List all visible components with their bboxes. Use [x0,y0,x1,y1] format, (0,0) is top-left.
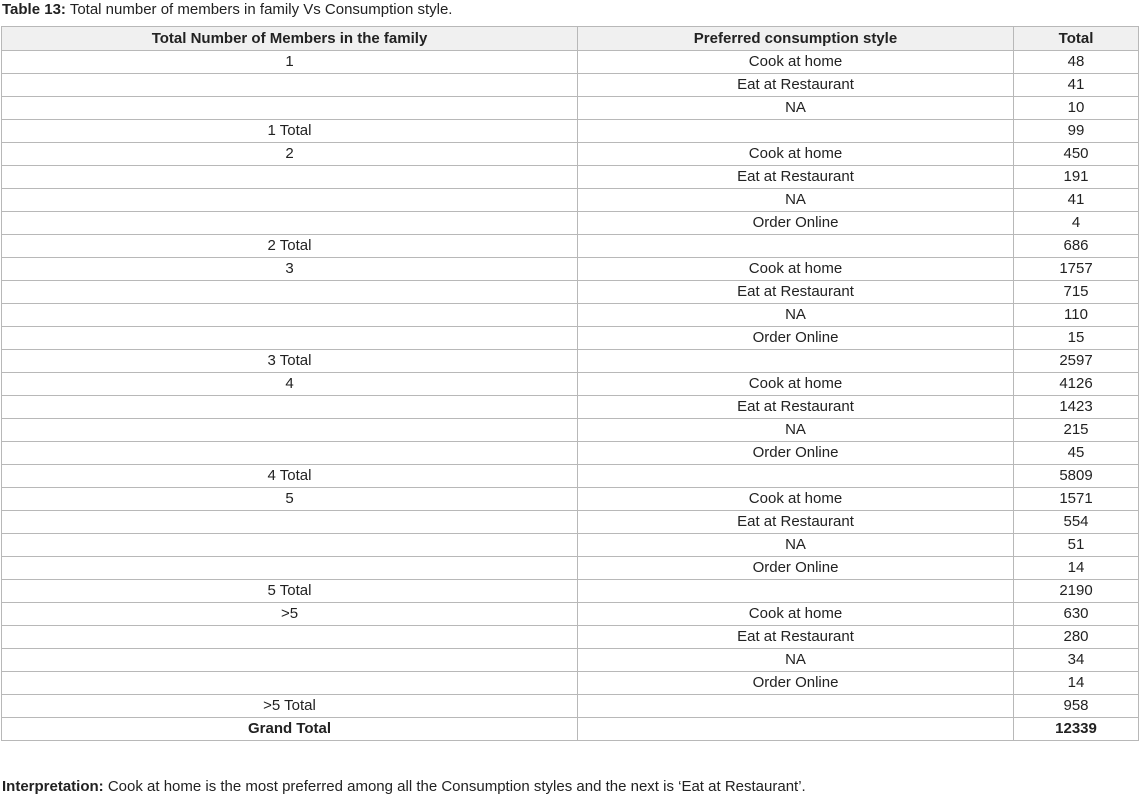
header-total: Total [1014,27,1139,51]
cell-style: Eat at Restaurant [578,511,1014,534]
cell-members [2,166,578,189]
table-row [2,442,1139,465]
table-row [2,580,1139,603]
cell-members [2,396,578,419]
cell-total: 215 [1014,419,1139,442]
caption-label: Table 13: [2,1,66,18]
cell-style: Eat at Restaurant [578,74,1014,97]
table-row [2,350,1139,373]
table-row [2,419,1139,442]
cell-members: 1 Total [2,120,578,143]
cell-total: 4 [1014,212,1139,235]
cell-style: Cook at home [578,258,1014,281]
cell-members [2,511,578,534]
cell-style: Cook at home [578,51,1014,74]
cell-total: 15 [1014,327,1139,350]
header-members: Total Number of Members in the family [2,27,578,51]
table-row [2,649,1139,672]
table-row [2,304,1139,327]
cell-style: NA [578,419,1014,442]
cell-style [578,120,1014,143]
table-row [2,327,1139,350]
cell-total: 686 [1014,235,1139,258]
cell-members: >5 [2,603,578,626]
cell-members [2,281,578,304]
consumption-table [1,26,1139,741]
cell-style [578,580,1014,603]
cell-total: 958 [1014,695,1139,718]
cell-style: Cook at home [578,373,1014,396]
cell-members [2,626,578,649]
cell-style: Order Online [578,442,1014,465]
caption-text: Total number of members in family Vs Consumption style. [65,1,453,18]
cell-total: 14 [1014,557,1139,580]
cell-style: Eat at Restaurant [578,626,1014,649]
header-row [2,27,1139,51]
table-row [2,120,1139,143]
cell-style: Order Online [578,672,1014,695]
cell-total: 48 [1014,51,1139,74]
cell-total: 191 [1014,166,1139,189]
cell-total: 4126 [1014,373,1139,396]
cell-style: Cook at home [578,488,1014,511]
cell-total: 1423 [1014,396,1139,419]
cell-style: Order Online [578,212,1014,235]
cell-total: 34 [1014,649,1139,672]
cell-total: 450 [1014,143,1139,166]
table-row [2,557,1139,580]
cell-total: 1571 [1014,488,1139,511]
cell-members: 4 Total [2,465,578,488]
cell-members [2,97,578,120]
cell-style: NA [578,189,1014,212]
cell-style: NA [578,534,1014,557]
cell-total: 51 [1014,534,1139,557]
table-row [2,189,1139,212]
cell-style: Cook at home [578,603,1014,626]
table-row [2,672,1139,695]
table-row [2,51,1139,74]
cell-style [578,465,1014,488]
cell-members [2,189,578,212]
grand-total-label: Grand Total [2,718,578,741]
table-row [2,281,1139,304]
cell-members [2,74,578,97]
cell-members [2,442,578,465]
cell-members [2,534,578,557]
cell-total: 280 [1014,626,1139,649]
cell-members: 1 [2,51,578,74]
cell-members: 3 [2,258,578,281]
cell-members: 2 Total [2,235,578,258]
interpretation-note [2,777,806,797]
table-row [2,603,1139,626]
cell-total: 41 [1014,189,1139,212]
cell-style: Eat at Restaurant [578,281,1014,304]
cell-members [2,557,578,580]
interpretation-text: Cook at home is the most preferred among all the Consumption styles and the next is ‘Eat at Restaurant’. [103,778,806,795]
cell-style: Cook at home [578,143,1014,166]
table-row [2,74,1139,97]
table-row [2,143,1139,166]
cell-members [2,327,578,350]
table-row [2,626,1139,649]
cell-total: 554 [1014,511,1139,534]
cell-total: 2190 [1014,580,1139,603]
cell-style [578,695,1014,718]
cell-members: 5 [2,488,578,511]
table-row [2,166,1139,189]
cell-total: 99 [1014,120,1139,143]
grand-total-row [2,718,1139,741]
cell-style: Eat at Restaurant [578,166,1014,189]
cell-total: 2597 [1014,350,1139,373]
table-row [2,511,1139,534]
cell-members: 3 Total [2,350,578,373]
cell-total: 715 [1014,281,1139,304]
cell-style: Order Online [578,557,1014,580]
cell-style: Order Online [578,327,1014,350]
cell-members: 4 [2,373,578,396]
table-row [2,235,1139,258]
cell-total: 41 [1014,74,1139,97]
table-row [2,695,1139,718]
interpretation-label: Interpretation: [2,778,104,795]
cell-members [2,672,578,695]
grand-total-value: 12339 [1014,718,1139,741]
table-container [1,26,1138,741]
header-style: Preferred consumption style [578,27,1014,51]
table-row [2,396,1139,419]
cell-style: NA [578,649,1014,672]
cell-total: 110 [1014,304,1139,327]
cell-total: 1757 [1014,258,1139,281]
table-row [2,534,1139,557]
cell-style [578,350,1014,373]
table-row [2,258,1139,281]
table-row [2,97,1139,120]
table-caption [2,0,452,22]
cell-members: 5 Total [2,580,578,603]
table-row [2,212,1139,235]
grand-total-style [578,718,1014,741]
cell-members: 2 [2,143,578,166]
table-row [2,465,1139,488]
table-row [2,488,1139,511]
cell-style: NA [578,97,1014,120]
cell-style: Eat at Restaurant [578,396,1014,419]
cell-members [2,649,578,672]
cell-members: >5 Total [2,695,578,718]
cell-total: 10 [1014,97,1139,120]
cell-style [578,235,1014,258]
cell-members [2,419,578,442]
cell-members [2,304,578,327]
cell-total: 45 [1014,442,1139,465]
cell-total: 630 [1014,603,1139,626]
cell-members [2,212,578,235]
cell-total: 14 [1014,672,1139,695]
cell-style: NA [578,304,1014,327]
table-row [2,373,1139,396]
cell-total: 5809 [1014,465,1139,488]
